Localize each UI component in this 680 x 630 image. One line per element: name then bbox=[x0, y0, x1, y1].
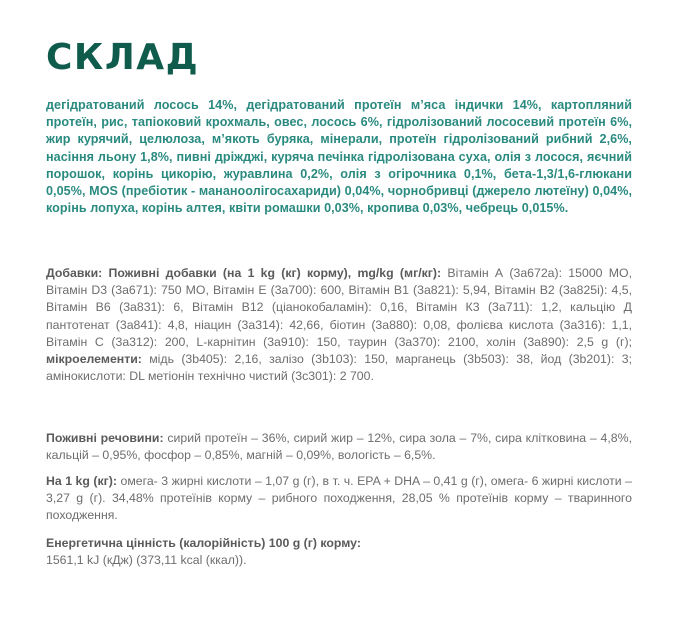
ingredients-list: дегідратований лосось 14%, дегідратований протеїн м’яса індички 14%, картопляний протеїн, рис, тапіоковий крохмаль, овес, лосось 6%, гідролізований лососевий протеїн 6%, жир курячий, целюлоза, м’якоть буряка, мінерали, протеїн гідролізований рибний 2,6%, насіння льону 1,8%, пивні дріжджі, куряча печінка гідролізована суха, олія з лосося, яєчний порошок, корінь цикорію, журавлина 0,2%, олія з огірочника 0,1%, бета-1,3/1,6-глюкани 0,05%, MOS (пребіотик - мананоолігосахариди) 0,04%, чорнобривці (джерело лютеїну) 0,04%, корінь лопуха, корінь алтея, квіти ромашки 0,03%, кропива 0,03%, чебрець 0,015%. bbox=[46, 98, 632, 216]
energy-label: Енергетична цінність (калорійність) 100 g (г) корму: bbox=[46, 536, 361, 550]
per-kg-text: омега- 3 жирні кислоти – 1,07 g (г), в т. ч. EPA + DHA – 0,41 g (г), омега- 6 жирні кислоти – 3,27 g (г). 34,48% протеїнів корму – рибного походження, 28,05 % протеїнів корму – тваринного походження. bbox=[46, 474, 632, 523]
energy-section bbox=[46, 535, 632, 569]
microelements-label: мікроелементи: bbox=[46, 352, 142, 367]
nutrients-section bbox=[46, 430, 632, 464]
page-title: СКЛАД bbox=[46, 37, 200, 78]
additives-label: Добавки: Поживні добавки (на 1 kg (кг) корму), mg/kg (мг/кг): bbox=[46, 266, 442, 280]
per-kg-label: На 1 kg (кг): bbox=[46, 474, 117, 488]
energy-value: 1561,1 kJ (кДж) (373,11 kcal (ккал)). bbox=[46, 553, 247, 568]
microelements-text: мідь (3b405): 2,16, залізо (3b103): 150, марганець (3b503): 38, йод (3b201): 3; амінокислоти: DL метіонін технічно чистий (3c301): 2 700. bbox=[46, 352, 632, 384]
additives-section bbox=[46, 265, 632, 385]
nutrients-text: сирий протеїн – 36%, сирий жир – 12%, сира зола – 7%, сира клітковина – 4,8%, кальцій – 0,95%, фосфор – 0,85%, магній – 0,09%, вологість – 6,5%. bbox=[46, 431, 632, 463]
per-kg-section bbox=[46, 473, 632, 525]
nutrients-label: Поживні речовини: bbox=[46, 431, 164, 445]
additives-vitamins-text: Вітамін А (3а672а): 15000 МО, Вітамін D3 (3а671): 750 МО, Вітамін Е (3а700): 600, Вітамін В1 (3а821): 5,94, Вітамін В2 (3а825і): 4,5, Вітамін В6 (3а831): 6, Вітамін В12 (ціанокобаламін): 0,16, Вітамін К3 (3а711): 1,2, кальцію Д пантотенат (3а841): 4,8, ніацин (3а314): 42,66, біотин (3а880): 0,08, фолієва кислота (3а316): 1,1, Вітамін С (3а312): 200, L-карнітин (3а910): 150, таурин (3а370): 2100, холін (3а890): 2,5 g (г); bbox=[46, 266, 632, 349]
